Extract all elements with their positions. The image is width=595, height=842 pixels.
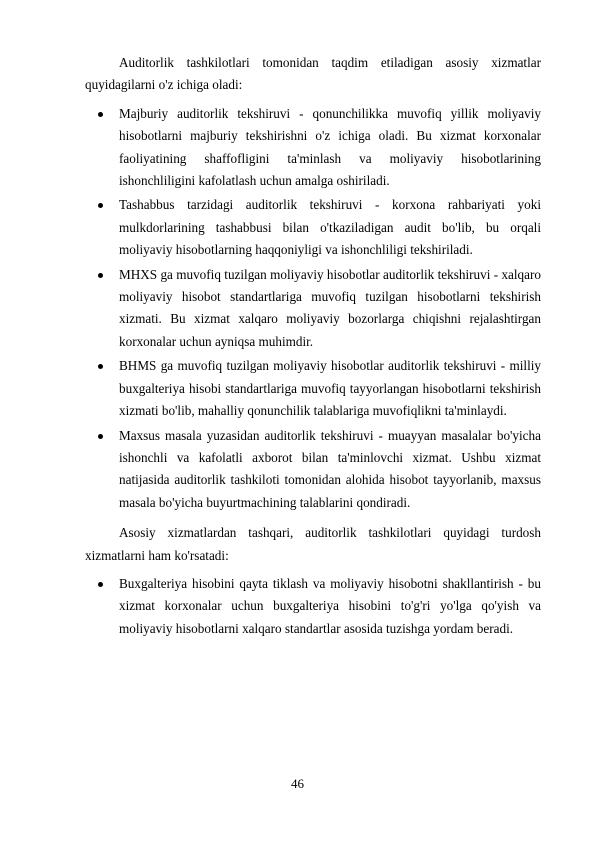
main-services-list <box>85 103 541 514</box>
related-services-list <box>85 573 541 640</box>
list-item-text: Tashabbus tarzidagi auditorlik tekshiruvi - korxona rahbariyati yoki mulkdorlarining tashabbusi bilan o'tkaziladigan audit bo'lib, bu orqali moliyaviy hisobotlarning haqqoniyligi va ishonchliligi tekshiriladi. <box>119 197 541 258</box>
intro-paragraph: Auditorlik tashkilotlari tomonidan taqdim etiladigan asosiy xizmatlar quyidagilarni o'z ichiga oladi: <box>85 55 541 93</box>
page-content <box>85 52 541 642</box>
list-item-text: MHXS ga muvofiq tuzilgan moliyaviy hisobotlar auditorlik tekshiruvi - xalqaro moliyaviy hisobot standartlariga muvofiq tuzilgan hisobotlarni tekshirish xizmati. Bu xizmat xalqaro moliyaviy bozorlarga chiqishni rejalashtirgan korxonalar uchun ayniqsa muhimdir. <box>119 266 541 349</box>
list-item <box>85 103 541 193</box>
bullet-icon <box>98 112 103 117</box>
bullet-icon <box>98 434 103 439</box>
list-item <box>85 355 541 422</box>
list-item <box>85 573 541 640</box>
list-item-text: Majburiy auditorlik tekshiruvi - qonunchilikka muvofiq yillik moliyaviy hisobotlarni majburiy tekshirishni o'z ichiga oladi. Bu xizmat korxonalar faoliyatining shaffofligini ta'minlash va moliyaviy hisobotlarining ishonchliligini kafolatlash uchun amalga oshiriladi. <box>119 105 541 189</box>
list-item <box>85 264 541 354</box>
bullet-icon <box>98 582 103 587</box>
list-item-text: Buxgalteriya hisobini qayta tiklash va moliyaviy hisobotni shakllantirish - bu xizmat korxonalar uchun buxgalteriya hisobini to'g'ri yo'lga qo'yish va moliyaviy hisobotlarni xalqaro standartlar asosida tuzishga yordam beradi. <box>119 575 541 636</box>
bullet-icon <box>98 364 103 369</box>
page-number: 46 <box>291 776 304 791</box>
list-item <box>85 425 541 515</box>
list-item <box>85 194 541 261</box>
bullet-icon <box>98 273 103 278</box>
bullet-icon <box>98 203 103 208</box>
list-item-text: BHMS ga muvofiq tuzilgan moliyaviy hisobotlar auditorlik tekshiruvi - milliy buxgalteriya hisobi standartlariga muvofiq tayyorlangan hisobotlarni tekshirish xizmati bo'lib, mahalliy qonunchilik talablariga muvofiqlikni ta'minlaydi. <box>119 358 541 419</box>
list-item-text: Maxsus masala yuzasidan auditorlik tekshiruvi - muayyan masalalar bo'yicha ishonchli va kafolatli axborot bilan ta'minlovchi xizmat. Ushbu xizmat natijasida auditorlik tashkiloti tomonidan alohida hisobot tayyorlanib, maxsus masala bo'yicha buyurtmachining talablarini qondiradi. <box>119 427 541 510</box>
second-paragraph: Asosiy xizmatlardan tashqari, auditorlik tashkilotlari quyidagi turdosh xizmatlarni ham ko'rsatadi: <box>85 525 541 563</box>
